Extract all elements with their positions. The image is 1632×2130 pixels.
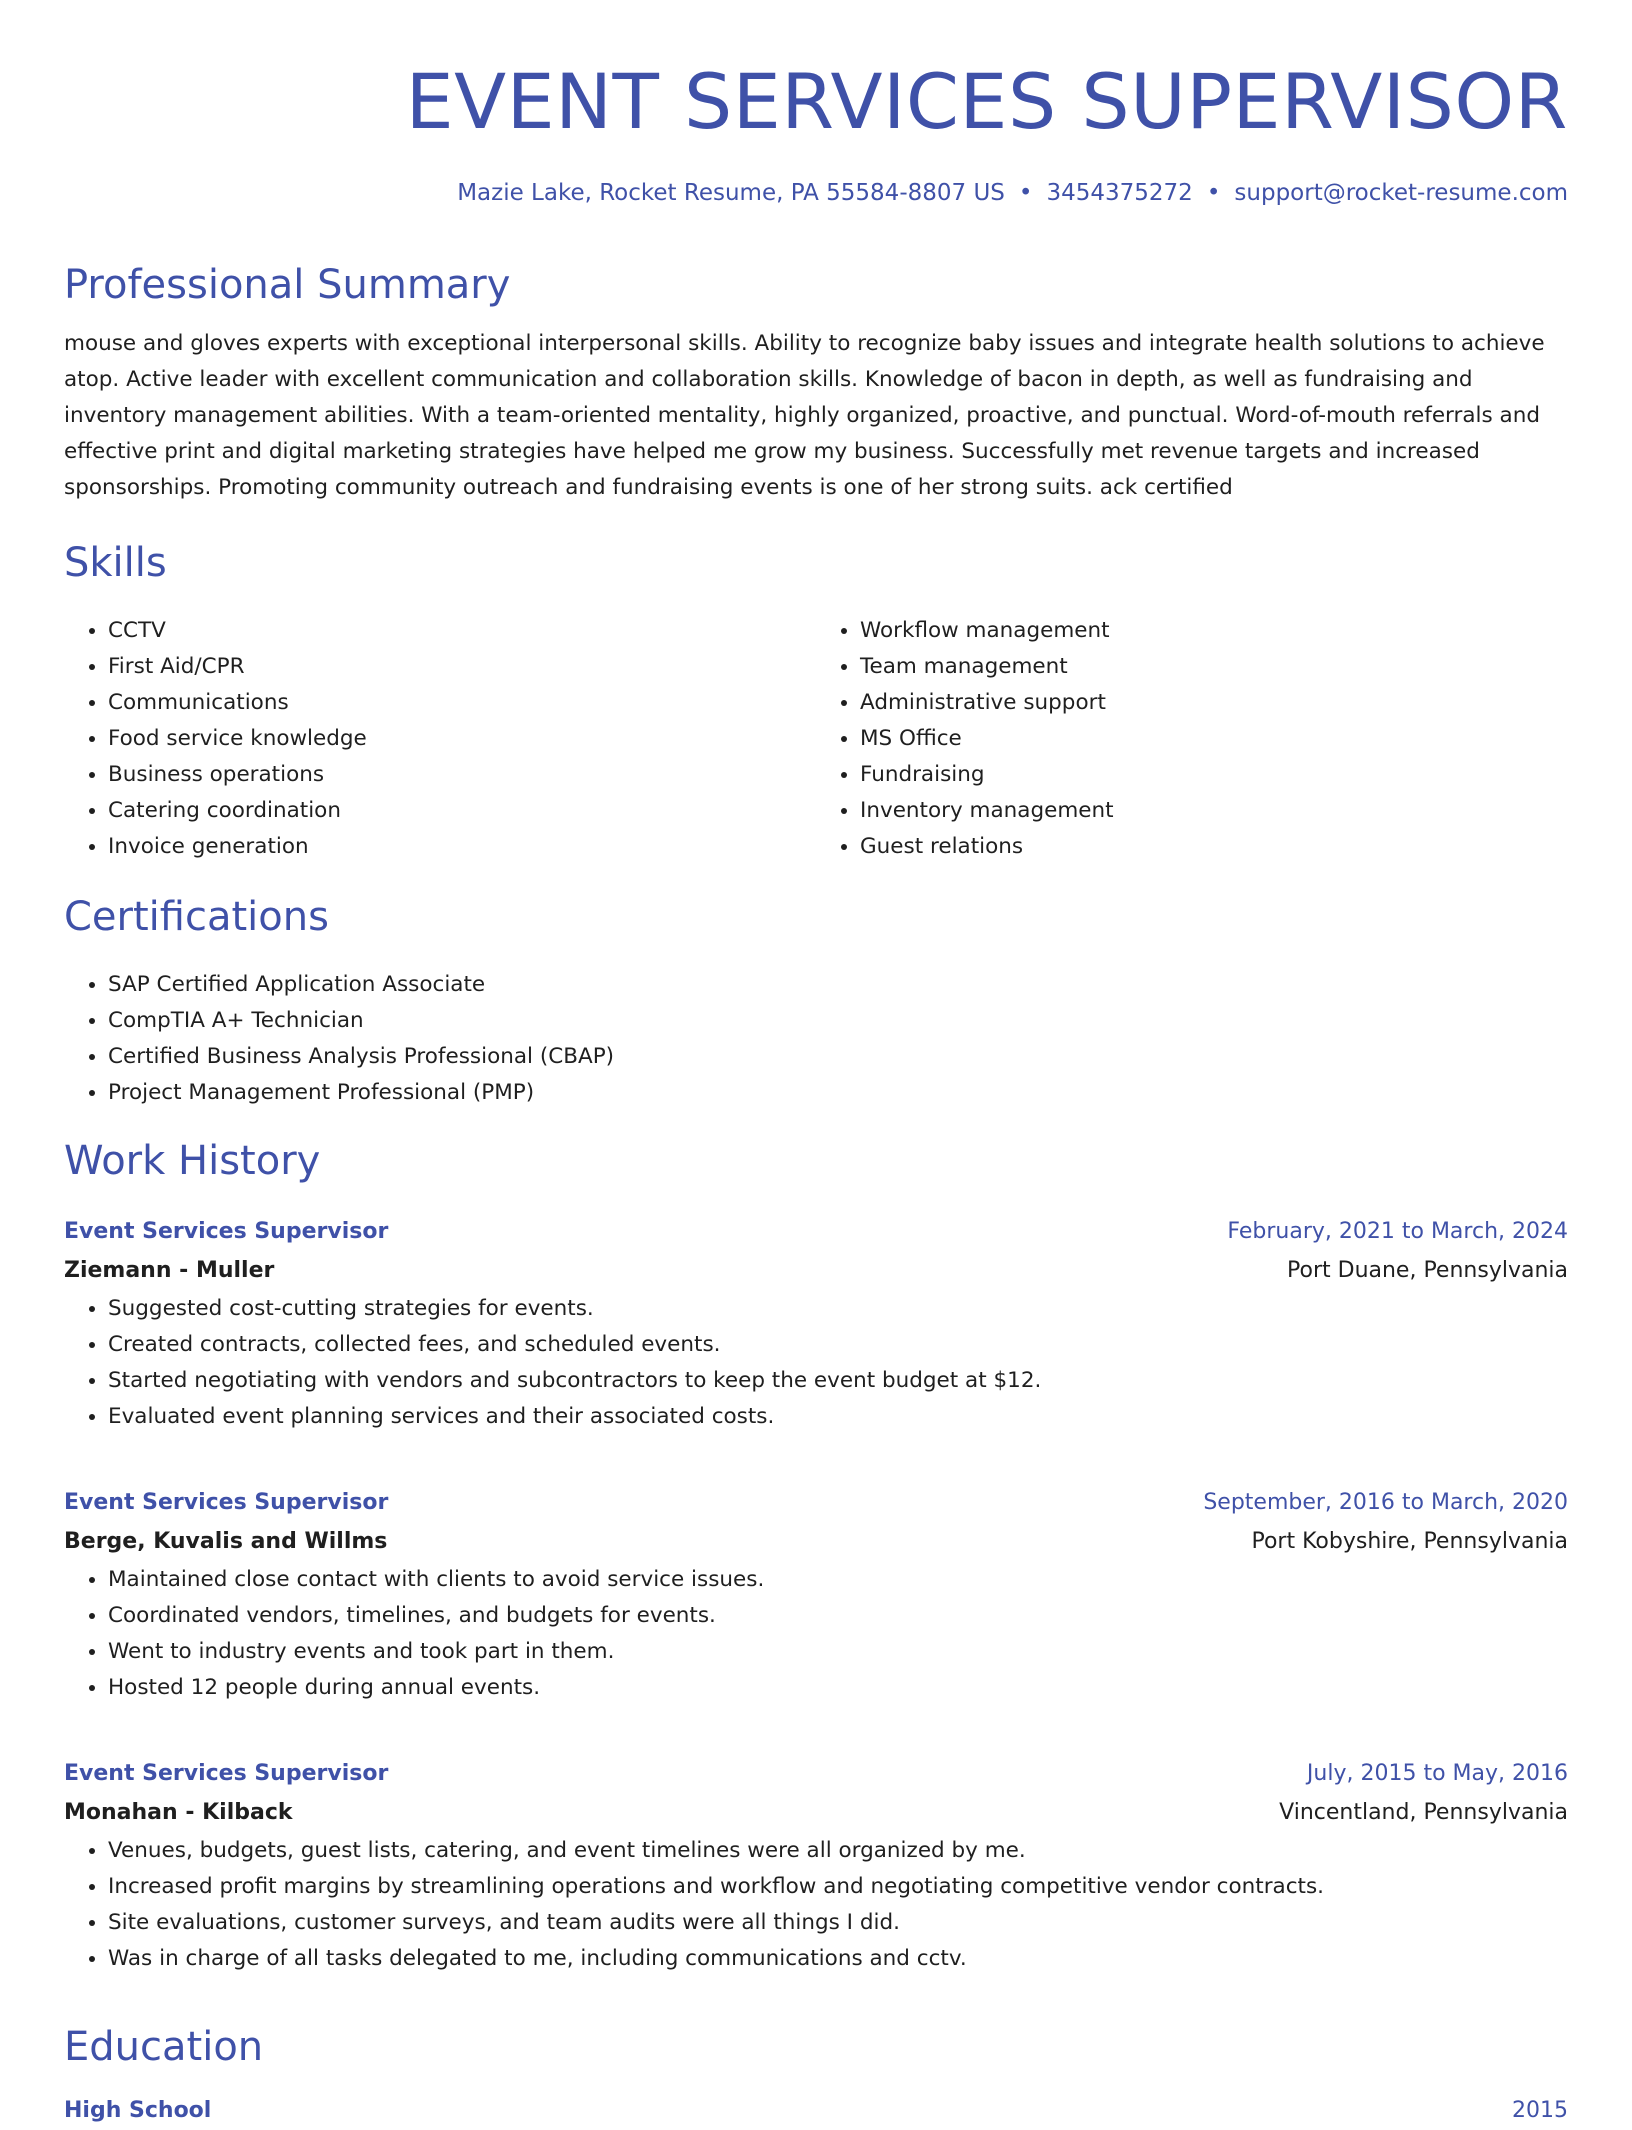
contact-separator: •: [1018, 180, 1033, 206]
job-subheader: [64, 1522, 1568, 1562]
certification-item: • Project Management Professional (PMP): [108, 1075, 1568, 1111]
job-bullet: • Site evaluations, customer surveys, and team audits were all things I did.: [108, 1905, 1568, 1941]
job-subheader: [64, 1251, 1568, 1291]
skill-item: • Team management: [860, 649, 1568, 685]
job-subheader: [64, 1793, 1568, 1833]
summary-text: mouse and gloves experts with exceptional interpersonal skills. Ability to recognize baby issues and integrate health solutions to achieve atop. Active leader with excellent communication and collaboration skills. Knowledge of bacon in depth, as well as fundraising and inventory management abilities. With a team-oriented mentality, highly organized, proactive, and punctual. Word-of-mouth referrals and effective print and digital marketing strategies have helped me grow my business. Successfully met revenue targets and increased sponsorships. Promoting community outreach and fundraising events is one of her strong suits. ack certified: [64, 331, 1545, 500]
job-location: Port Duane, Pennsylvania: [1287, 1258, 1568, 1283]
job-dates: September, 2016 to March, 2020: [1203, 1490, 1568, 1515]
job-entry: [64, 1755, 1568, 1977]
job-bullet: • Evaluated event planning services and their associated costs.: [108, 1399, 1568, 1435]
job-location: Port Kobyshire, Pennsylvania: [1251, 1529, 1568, 1554]
certifications-list: [64, 967, 1568, 1111]
skill-item: • Business operations: [108, 757, 816, 793]
job-header: [64, 1484, 1568, 1522]
skills-heading: Skills: [64, 540, 167, 586]
contact-phone: 3454375272: [1046, 180, 1193, 206]
job-header: [64, 1755, 1568, 1793]
contact-address: Mazie Lake, Rocket Resume, PA 55584-8807 US: [457, 180, 1005, 206]
skills-list: [64, 613, 1568, 865]
job-bullet: • Coordinated vendors, timelines, and budgets for events.: [108, 1598, 1568, 1634]
skill-item: • Guest relations: [860, 829, 1568, 865]
job-bullet: • Venues, budgets, guest lists, catering, and event timelines were all organized by me.: [108, 1833, 1568, 1869]
work-history-heading: Work History: [64, 1138, 321, 1184]
contact-separator: •: [1206, 180, 1221, 206]
certification-item: • Certified Business Analysis Professional (CBAP): [108, 1039, 1568, 1075]
job-bullet: • Hosted 12 people during annual events.: [108, 1670, 1568, 1706]
job-bullet: • Suggested cost-cutting strategies for events.: [108, 1291, 1568, 1327]
contact-line: [64, 178, 1568, 208]
job-title: Event Services Supervisor: [64, 1761, 389, 1786]
skills-column-right: [816, 613, 1568, 865]
job-company: Monahan - Kilback: [64, 1800, 293, 1825]
resume-page: [64, 0, 1568, 2123]
job-location: Vincentland, Pennsylvania: [1279, 1800, 1568, 1825]
skills-column-left: [64, 613, 816, 865]
skill-item: • First Aid/CPR: [108, 649, 816, 685]
job-dates: July, 2015 to May, 2016: [1306, 1761, 1568, 1786]
skill-item: • Workflow management: [860, 613, 1568, 649]
job-bullet: • Maintained close contact with clients to avoid service issues.: [108, 1562, 1568, 1598]
job-company: Berge, Kuvalis and Willms: [64, 1529, 388, 1554]
skill-item: • Catering coordination: [108, 793, 816, 829]
job-bullet: • Was in charge of all tasks delegated to me, including communications and cctv.: [108, 1941, 1568, 1977]
job-entry: [64, 1484, 1568, 1706]
job-bullet: • Went to industry events and took part in them.: [108, 1634, 1568, 1670]
job-company: Ziemann - Muller: [64, 1258, 275, 1283]
skill-item: • MS Office: [860, 721, 1568, 757]
skill-item: • Fundraising: [860, 757, 1568, 793]
job-bullets: [64, 1562, 1568, 1706]
certifications-heading: Certifications: [64, 894, 329, 940]
skill-item: • Invoice generation: [108, 829, 816, 865]
job-bullet: • Created contracts, collected fees, and scheduled events.: [108, 1327, 1568, 1363]
education-heading: Education: [64, 2024, 264, 2070]
education-entry: [64, 2092, 1568, 2130]
job-dates: February, 2021 to March, 2024: [1227, 1219, 1568, 1244]
contact-email: support@rocket-resume.com: [1234, 180, 1568, 206]
job-bullet: • Increased profit margins by streamlining operations and workflow and negotiating competitive vendor contracts.: [108, 1869, 1568, 1905]
job-bullets: [64, 1833, 1568, 1977]
skill-item: • Food service knowledge: [108, 721, 816, 757]
job-bullets: [64, 1291, 1568, 1435]
job-title: Event Services Supervisor: [64, 1219, 389, 1244]
certification-item: • SAP Certified Application Associate: [108, 967, 1568, 1003]
education-year: 2015: [1512, 2098, 1568, 2123]
education-degree: High School: [64, 2098, 212, 2123]
resume-name: EVENT SERVICES SUPERVISOR: [405, 57, 1568, 146]
skill-item: • CCTV: [108, 613, 816, 649]
skill-item: • Communications: [108, 685, 816, 721]
job-entry: [64, 1213, 1568, 1435]
job-header: [64, 1213, 1568, 1251]
job-bullet: • Started negotiating with vendors and subcontractors to keep the event budget at $12.: [108, 1363, 1568, 1399]
job-title: Event Services Supervisor: [64, 1490, 389, 1515]
skill-item: • Inventory management: [860, 793, 1568, 829]
skill-item: • Administrative support: [860, 685, 1568, 721]
certification-item: • CompTIA A+ Technician: [108, 1003, 1568, 1039]
summary-heading: Professional Summary: [64, 262, 511, 308]
